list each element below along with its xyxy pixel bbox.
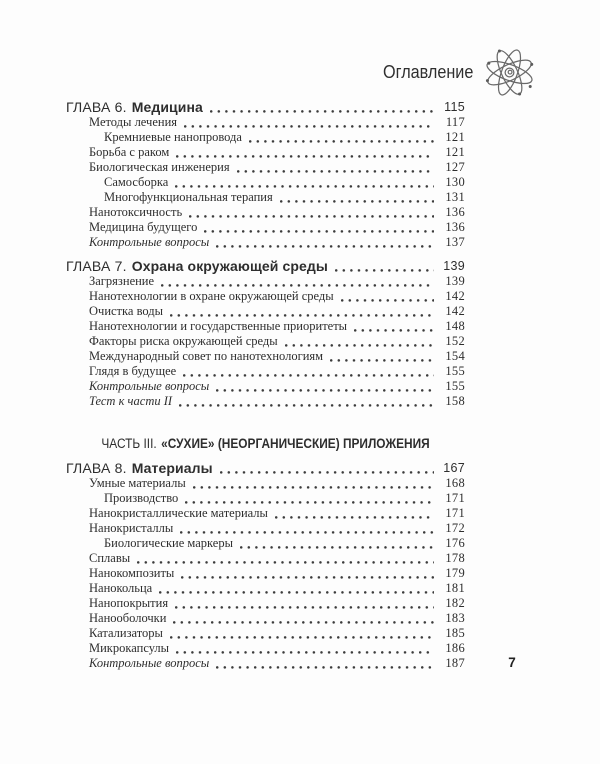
toc-entry (66, 334, 465, 349)
toc-entry-title: Международный совет по нанотехнологиям (89, 349, 324, 363)
toc-entry-title: Производство (104, 491, 179, 505)
dot-leader (192, 476, 434, 491)
toc-entry-title: Многофункциональная терапия (104, 190, 273, 204)
toc-entry (66, 581, 465, 596)
chapter-row (66, 461, 465, 476)
page-number: 121 (445, 130, 465, 144)
toc-entry-title: Сплавы (89, 551, 131, 565)
page-number: 171 (445, 491, 465, 505)
toc-entry (66, 319, 465, 334)
dot-leader (184, 491, 434, 506)
toc-entry (66, 205, 465, 220)
chapter-title: Медицина (131, 99, 203, 115)
toc-entry (66, 364, 465, 379)
toc-entry (66, 274, 465, 289)
toc-entry (66, 160, 465, 175)
dot-leader (175, 145, 434, 160)
toc-entry (66, 506, 465, 521)
toc-entry (66, 551, 465, 566)
toc-entry (66, 175, 465, 190)
dot-leader (169, 304, 434, 319)
toc-entry (66, 491, 465, 506)
dot-leader (279, 190, 434, 205)
page-number: 176 (445, 536, 465, 550)
toc-section-chapter-7 (66, 259, 465, 409)
toc-entry (66, 190, 465, 205)
dot-leader (172, 611, 434, 626)
dot-leader (215, 379, 434, 394)
toc-entry-title: Нанотехнологии в охране окружающей среды (89, 289, 334, 303)
page-number: 136 (445, 220, 465, 234)
toc-entry-title: Очистка воды (89, 304, 164, 318)
toc-entry-title: Микрокапсулы (89, 641, 170, 655)
toc-entry (66, 220, 465, 235)
toc-entry (66, 349, 465, 364)
dot-leader (215, 656, 434, 671)
dot-leader (158, 581, 434, 596)
page-number: 148 (445, 319, 465, 333)
toc-entry-title: Биологическая инженерия (89, 160, 230, 174)
page-number: 137 (445, 235, 465, 249)
page-number: 117 (445, 115, 465, 129)
chapter-title: Материалы (131, 460, 213, 476)
toc-entry (66, 145, 465, 160)
page-number: 168 (445, 476, 465, 490)
dot-leader (239, 536, 434, 551)
toc-entry-title: Глядя в будущее (89, 364, 177, 378)
toc-entry-title: Контрольные вопросы (89, 235, 210, 249)
toc-entry-title: Тест к части II (89, 394, 173, 408)
toc-entry (66, 235, 465, 250)
dot-leader (174, 596, 434, 611)
toc-entry (66, 394, 465, 409)
dot-leader (183, 115, 434, 130)
toc-entry (66, 130, 465, 145)
toc-entry-title: Загрязнение (89, 274, 155, 288)
table-of-contents (66, 100, 465, 671)
toc-entry (66, 379, 465, 394)
toc-entry (66, 596, 465, 611)
dot-leader (209, 100, 434, 115)
dot-leader (340, 289, 434, 304)
dot-leader (215, 235, 434, 250)
dot-leader (180, 566, 434, 581)
chapter-label: ГЛАВА 6. (66, 99, 127, 115)
dot-leader (353, 319, 434, 334)
dot-leader (236, 160, 434, 175)
dot-leader (174, 175, 434, 190)
page-number: 158 (445, 394, 465, 408)
toc-entry (66, 641, 465, 656)
page-number: 171 (445, 506, 465, 520)
toc-entry-title: Нанокомпозиты (89, 566, 175, 580)
toc-entry-title: Нанотоксичность (89, 205, 183, 219)
page-number: 155 (445, 364, 465, 378)
toc-entry-title: Умные материалы (89, 476, 186, 490)
part-title: «СУХИЕ» (НЕОРГАНИЧЕСКИЕ) ПРИЛОЖЕНИЯ (161, 436, 430, 451)
toc-entry-title: Нанопокрытия (89, 596, 169, 610)
toc-entry-title: Кремниевые нанопровода (104, 130, 242, 144)
dot-leader (136, 551, 434, 566)
toc-entry-title: Факторы риска окружающей среды (89, 334, 278, 348)
page-number: 167 (443, 461, 465, 475)
toc-entry (66, 611, 465, 626)
dot-leader (188, 205, 434, 220)
page-number: 179 (445, 566, 465, 580)
page-number: 178 (445, 551, 465, 565)
dot-leader (182, 364, 434, 379)
dot-leader (274, 506, 434, 521)
toc-entry (66, 536, 465, 551)
page-number: 127 (445, 160, 465, 174)
page-folio: 7 (508, 655, 516, 670)
toc-entry (66, 289, 465, 304)
page-number: 186 (445, 641, 465, 655)
dot-leader (179, 521, 434, 536)
page-number: 121 (445, 145, 465, 159)
toc-entry (66, 476, 465, 491)
page-number: 130 (445, 175, 465, 189)
dot-leader (334, 259, 434, 274)
toc-entry-title: Нанокристаллические материалы (89, 506, 268, 520)
toc-entry-title: Борьба с раком (89, 145, 170, 159)
toc-entry-title: Нанотехнологии и государственные приоритеты (89, 319, 348, 333)
part-label: ЧАСТЬ III. (101, 436, 157, 451)
chapter-title: Охрана окружающей среды (131, 258, 328, 274)
dot-leader (203, 220, 434, 235)
page-number: 181 (445, 581, 465, 595)
page-number: 139 (445, 274, 465, 288)
page-number: 136 (445, 205, 465, 219)
toc-entry (66, 626, 465, 641)
page-number: 172 (445, 521, 465, 535)
page-number: 115 (444, 100, 465, 114)
chapter-label: ГЛАВА 8. (66, 460, 127, 476)
chapter-row (66, 259, 465, 274)
chapter-label: ГЛАВА 7. (66, 258, 127, 274)
toc-section-chapter-6 (66, 100, 465, 250)
page-number: 155 (445, 379, 465, 393)
toc-entry-title: Биологические маркеры (104, 536, 233, 550)
page-number: 131 (445, 190, 465, 204)
toc-entry-title: Медицина будущего (89, 220, 198, 234)
atom-icon (481, 44, 538, 101)
toc-entry (66, 115, 465, 130)
page-number: 139 (443, 259, 465, 273)
page-number: 154 (445, 349, 465, 363)
dot-leader (329, 349, 434, 364)
part-heading (66, 436, 465, 451)
page-number: 142 (445, 289, 465, 303)
toc-entry (66, 304, 465, 319)
page-number: 187 (445, 656, 465, 670)
page-number: 142 (445, 304, 465, 318)
toc-entry-title: Нанокольца (89, 581, 153, 595)
toc-entry-title: Контрольные вопросы (89, 656, 210, 670)
chapter-row (66, 100, 465, 115)
dot-leader (219, 461, 434, 476)
toc-entry (66, 521, 465, 536)
page-number: 185 (445, 626, 465, 640)
toc-entry-title: Катализаторы (89, 626, 163, 640)
toc-entry-title: Самосборка (104, 175, 169, 189)
dot-leader (248, 130, 434, 145)
toc-section-chapter-8 (66, 461, 465, 671)
page-number: 183 (445, 611, 465, 625)
dot-leader (284, 334, 434, 349)
toc-entry-title: Нанокристаллы (89, 521, 174, 535)
page-number: 152 (445, 334, 465, 348)
dot-leader (178, 394, 434, 409)
page-header-title: Оглавление (382, 62, 473, 82)
toc-entry-title: Нанооболочки (89, 611, 167, 625)
running-head (373, 44, 538, 101)
dot-leader (169, 626, 434, 641)
toc-entry-title: Контрольные вопросы (89, 379, 210, 393)
dot-leader (175, 641, 434, 656)
toc-entry-title: Методы лечения (89, 115, 178, 129)
toc-entry (66, 566, 465, 581)
page-number: 182 (445, 596, 465, 610)
toc-entry (66, 656, 465, 671)
dot-leader (160, 274, 434, 289)
